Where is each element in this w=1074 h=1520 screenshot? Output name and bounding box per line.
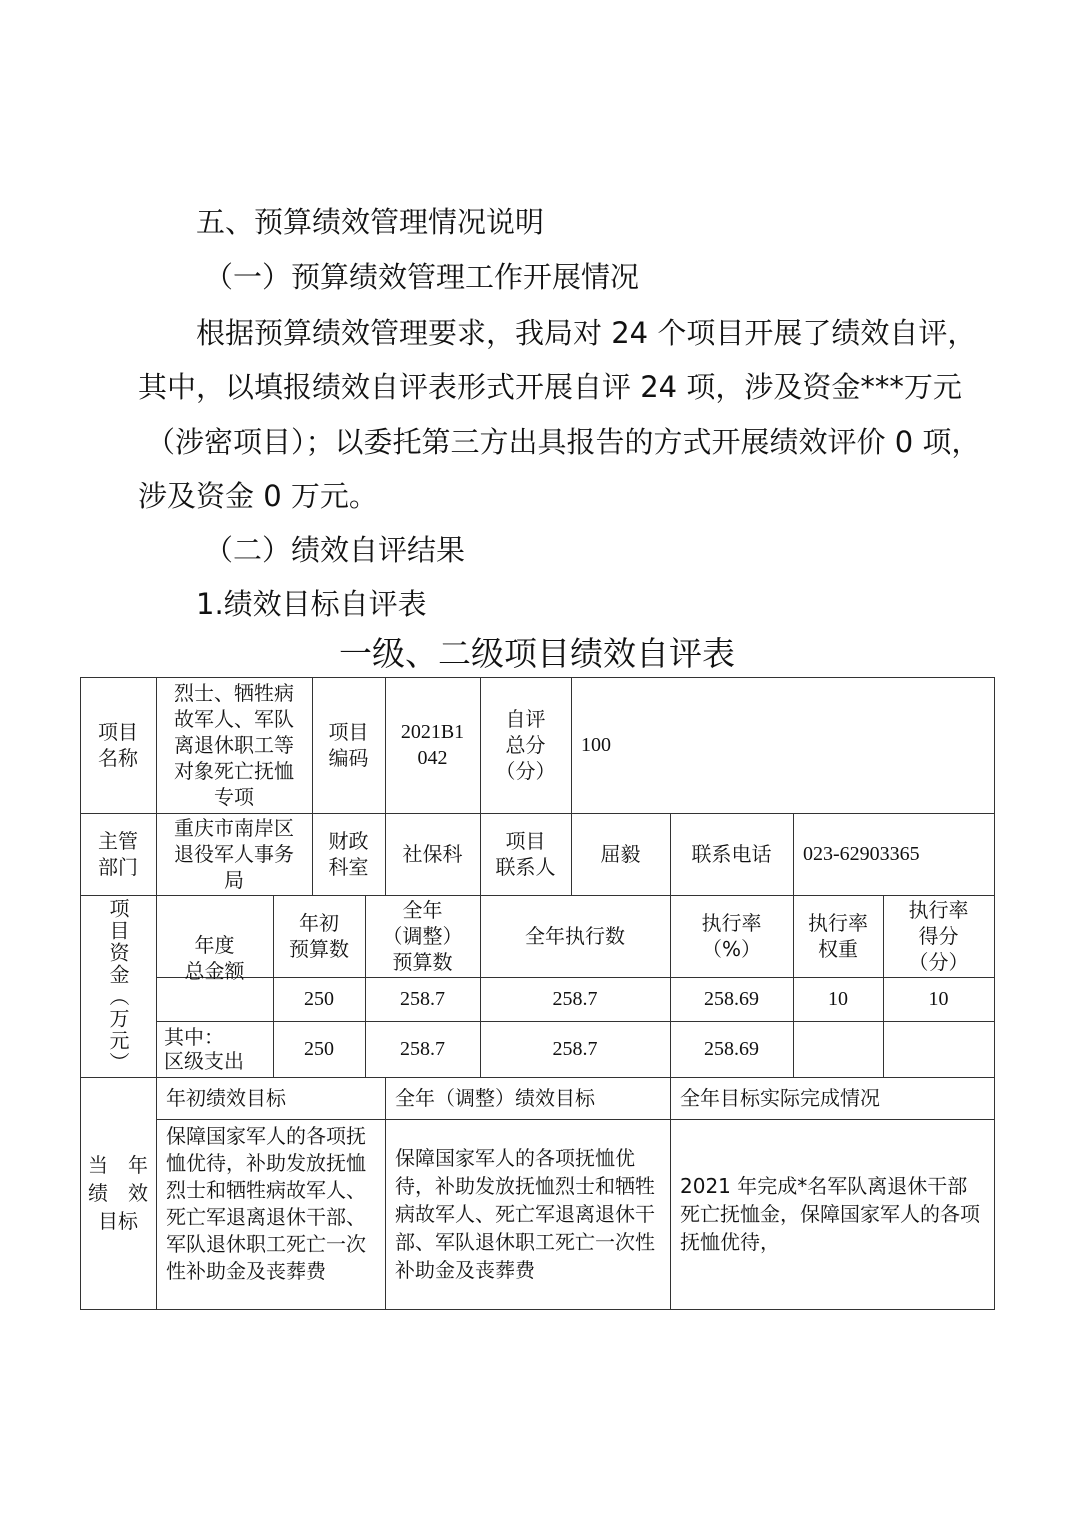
funds-label-text: 项目资金（万元） [106, 898, 130, 1074]
project-code: 2021B1 042 [400, 721, 465, 769]
goal-initial-text: 保障国家军人的各项抚恤优待，补助发放抚恤烈士和牺牲病故军人、死亡军退离退休干部、军队退休职工死亡一次性补助金及丧葬费 [166, 1124, 366, 1283]
heading-section-5-1: （一）预算绩效管理工作开展情况 [204, 260, 640, 294]
dept-label: 主管 部门 [98, 829, 138, 879]
goal-initial-label: 年初绩效目标 [166, 1086, 286, 1110]
district-score [883, 1021, 994, 1077]
district-initial: 250 [304, 1038, 334, 1060]
col-adjusted-budget: 全年 （调整） 预算数 [382, 898, 463, 974]
district-rate: 258.69 [704, 1038, 759, 1060]
heading-section-5: 五、预算绩效管理情况说明 [196, 205, 545, 239]
funds-label [80, 895, 156, 1077]
district-executed: 258.7 [552, 1038, 598, 1060]
total-initial: 250 [304, 988, 334, 1010]
col-initial-budget: 年初 预算数 [289, 911, 349, 961]
finance: 社保科 [402, 842, 463, 866]
goal-actual-label: 全年目标实际完成情况 [680, 1086, 880, 1110]
total-adjusted: 258.7 [400, 988, 445, 1010]
paragraph-line-3: （涉密项目）；以委托第三方出具报告的方式开展绩效评价 0 项， [146, 425, 981, 459]
project-code-label: 项目 编码 [328, 720, 369, 770]
col-rate-weight: 执行率 权重 [808, 911, 868, 961]
heading-self-eval-table: 1.绩效目标自评表 [196, 587, 427, 621]
finance-label: 财政 科室 [328, 829, 369, 879]
paragraph-line-2: 其中，以填报绩效自评表形式开展自评 24 项，涉及资金***万元 [138, 370, 962, 404]
table-title: 一级、二级项目绩效自评表 [339, 634, 735, 673]
annual-total-label: 年度 总金额 [184, 933, 245, 983]
self-score-label: 自评 总分 （分） [495, 707, 556, 783]
project-name-label: 项目 名称 [98, 720, 138, 770]
contact-label: 项目 联系人 [495, 829, 556, 879]
goal-adjusted-label: 全年（调整）绩效目标 [395, 1086, 595, 1110]
dept: 重庆市南岸区 退役军人事务 局 [174, 816, 294, 892]
col-rate-score: 执行率 得分 （分） [908, 898, 969, 974]
district-adjusted: 258.7 [400, 1038, 445, 1060]
district-weight [793, 1021, 883, 1077]
total-executed: 258.7 [552, 988, 598, 1010]
col-exec-rate: 执行率 （%） [701, 911, 762, 961]
total-score: 10 [928, 988, 949, 1010]
col-executed: 全年执行数 [525, 924, 625, 948]
goal-adjusted-text: 保障国家军人的各项抚恤优待，补助发放抚恤烈士和牺牲病故军人、死亡军退离退休干部、军队退休职工死亡一次性补助金及丧葬费 [395, 1146, 655, 1282]
phone-label: 联系电话 [691, 842, 772, 866]
phone: 023-62903365 [803, 843, 920, 865]
self-score: 100 [581, 734, 611, 756]
paragraph-line-4: 涉及资金 0 万元。 [138, 479, 378, 513]
total-weight: 10 [828, 988, 848, 1010]
paragraph-line-1: 根据预算绩效管理要求，我局对 24 个项目开展了绩效自评， [196, 316, 977, 350]
district-label: 其中： 区级支出 [164, 1025, 244, 1073]
contact: 屈毅 [600, 842, 641, 866]
heading-section-5-2: （二）绩效自评结果 [204, 533, 466, 567]
goals-label: 当 年 绩 效 目标 [88, 1153, 148, 1233]
total-rate: 258.69 [704, 988, 759, 1010]
project-name: 烈士、牺牲病 故军人、军队 离退休职工等 对象死亡抚恤 专项 [174, 681, 294, 809]
goal-actual-text: 2021 年完成*名军队离退休干部死亡抚恤金，保障国家军人的各项抚恤优待， [680, 1174, 980, 1254]
